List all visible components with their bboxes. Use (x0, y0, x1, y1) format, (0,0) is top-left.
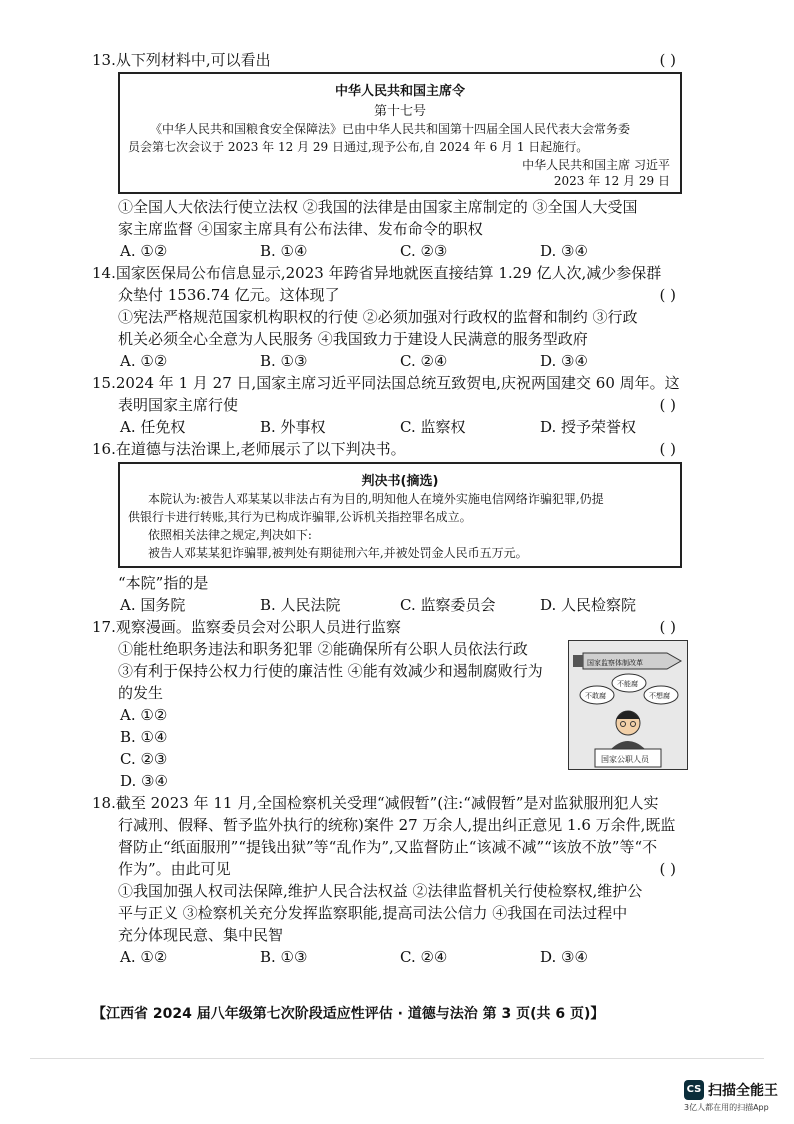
q14-option-a: A. ①② (120, 352, 168, 370)
q15-stem-2: 表明国家主席行使 (118, 396, 239, 414)
q17-stem: 17.观察漫画。监察委员会对公职人员进行监察 (92, 618, 401, 636)
verdict-line-3: 依照相关法律之规定,判决如下: (148, 528, 312, 542)
q18-stem-1: 18.截至 2023 年 11 月,全国检察机关受理“减假暂”(注:“减假暂”是对监狱服刑犯人实 (92, 794, 659, 812)
scanner-tagline: 3亿人都在用的扫描App (684, 1103, 769, 1112)
q16-stem: 16.在道德与法治课上,老师展示了以下判决书。 (92, 440, 406, 458)
verdict-line-2: 供银行卡进行转账,其行为已构成诈骗罪,公诉机关指控罪名成立。 (128, 510, 472, 524)
q14-stem-1: 14.国家医保局公布信息显示,2023 年跨省异地就医直接结算 1.29 亿人次,减少参保群 (92, 264, 662, 282)
q14-statements-1: ①宪法严格规范国家机构职权的行使 ②必须加强对行政权的监督和制约 ③行政 (118, 308, 638, 326)
q15-option-c: C. 监察权 (400, 418, 466, 436)
q14-option-c: C. ②④ (400, 352, 448, 370)
q16-answer-paren: ( ) (659, 440, 676, 458)
q17-option-c: C. ②③ (120, 750, 168, 768)
scanner-logo (684, 1080, 778, 1113)
q15-option-a: A. 任免权 (120, 418, 186, 436)
decree-signer: 中华人民共和国主席 习近平 (522, 158, 670, 172)
cartoon-bubble-2: 不能腐 (617, 680, 638, 688)
q17-option-d: D. ③④ (120, 772, 168, 790)
q13-stem: 13.从下列材料中,可以看出 (92, 51, 271, 69)
decree-number: 第十七号 (373, 104, 426, 119)
q15-answer-paren: ( ) (659, 396, 676, 414)
q18-option-a: A. ①② (120, 948, 168, 966)
q16-question: “本院”指的是 (118, 574, 209, 592)
q18-statements-3: 充分体现民意、集中民智 (118, 926, 284, 944)
q17-statements-2: ③有利于保持公权力行使的廉洁性 ④能有效减少和遏制腐败行为 (118, 662, 543, 680)
scanner-name: 扫描全能王 (708, 1083, 778, 1099)
q18-stem-3: 督防止“纸面服刑”“提钱出狱”等“乱作为”,又监督防止“该减不减”“该放不放”等“不 (118, 838, 658, 856)
cartoon-bubble-3: 不想腐 (649, 692, 670, 700)
q14-stem-2: 众垫付 1536.74 亿元。这体现了 (118, 286, 340, 304)
q14-option-b: B. ①③ (260, 352, 308, 370)
q14-statements-2: 机关必须全心全意为人民服务 ④我国致力于建设人民满意的服务型政府 (118, 330, 588, 348)
q16-option-a: A. 国务院 (120, 596, 186, 614)
decree-line-1: 《中华人民共和国粮食安全保障法》已由中华人民共和国第十四届全国人民代表大会常务委 (150, 122, 631, 136)
q14-option-d: D. ③④ (540, 352, 588, 370)
q17-statements-1: ①能杜绝职务违法和职务犯罪 ②能确保所有公职人员依法行政 (118, 640, 528, 658)
decree-line-2: 员会第七次会议于 2023 年 12 月 29 日通过,现予公布,自 2024 年 6 月 1 日起施行。 (128, 140, 589, 154)
page-footer: 【江西省 2024 届八年级第七次阶段适应性评估 · 道德与法治 第 3 页(共 6 页)】 (92, 1006, 605, 1022)
q18-statements-1: ①我国加强人权司法保障,维护人民合法权益 ②法律监督机关行使检察权,维护公 (118, 882, 643, 900)
q18-stem-4: 作为”。由此可见 (118, 860, 231, 878)
q14-answer-paren: ( ) (659, 286, 676, 304)
verdict-line-1: 本院认为:被告人邓某某以非法占有为目的,明知他人在境外实施电信网络诈骗犯罪,仍提 (148, 492, 604, 506)
q13-option-a: A. ①② (120, 242, 168, 260)
q17-option-b: B. ①④ (120, 728, 168, 746)
page-divider (30, 1058, 764, 1059)
q18-answer-paren: ( ) (659, 860, 676, 878)
verdict-line-4: 被告人邓某某犯诈骗罪,被判处有期徒刑六年,并被处罚金人民币五万元。 (148, 546, 528, 560)
q16-verdict-box (118, 462, 682, 568)
q13-statements-2: 家主席监督 ④国家主席具有公布法律、发布命令的职权 (118, 220, 483, 238)
q13-decree-box (118, 72, 682, 194)
q17-statements-3: 的发生 (118, 684, 164, 702)
q18-option-b: B. ①③ (260, 948, 308, 966)
cartoon-bubble-1: 不敢腐 (585, 692, 606, 700)
q17-option-a: A. ①② (120, 706, 168, 724)
q18-option-c: C. ②④ (400, 948, 448, 966)
q15-option-d: D. 授予荣誉权 (540, 418, 637, 436)
q16-option-d: D. 人民检察院 (540, 596, 637, 614)
q13-answer-paren: ( ) (659, 51, 676, 69)
q18-statements-2: 平与正义 ③检察机关充分发挥监察职能,提高司法公信力 ④我国在司法过程中 (118, 904, 628, 922)
cartoon-desk-label: 国家公职人员 (601, 755, 649, 764)
q15-option-b: B. 外事权 (260, 418, 326, 436)
q13-option-d: D. ③④ (540, 242, 588, 260)
q13-statements-1: ①全国人大依法行使立法权 ②我国的法律是由国家主席制定的 ③全国人大受国 (118, 198, 638, 216)
q13-option-b: B. ①④ (260, 242, 308, 260)
supervision-cartoon (568, 640, 688, 770)
q18-option-d: D. ③④ (540, 948, 588, 966)
q15-stem-1: 15.2024 年 1 月 27 日,国家主席习近平同法国总统互致贺电,庆祝两国建交 60 周年。这 (92, 374, 680, 392)
q13-option-c: C. ②③ (400, 242, 448, 260)
q16-option-c: C. 监察委员会 (400, 596, 496, 614)
q18-stem-2: 行减刑、假释、暂予监外执行的统称)案件 27 万余人,提出纠正意见 1.6 万余件,既监 (118, 816, 676, 834)
decree-date: 2023 年 12 月 29 日 (553, 174, 670, 188)
q17-answer-paren: ( ) (659, 618, 676, 636)
cartoon-sword-label: 国家监察体制改革 (587, 659, 643, 667)
q16-option-b: B. 人民法院 (260, 596, 341, 614)
decree-title: 中华人民共和国主席令 (334, 84, 465, 99)
cartoon-illustration (569, 641, 687, 769)
verdict-title: 判决书(摘选) (361, 474, 439, 489)
scanner-badge-icon: CS (684, 1080, 704, 1100)
